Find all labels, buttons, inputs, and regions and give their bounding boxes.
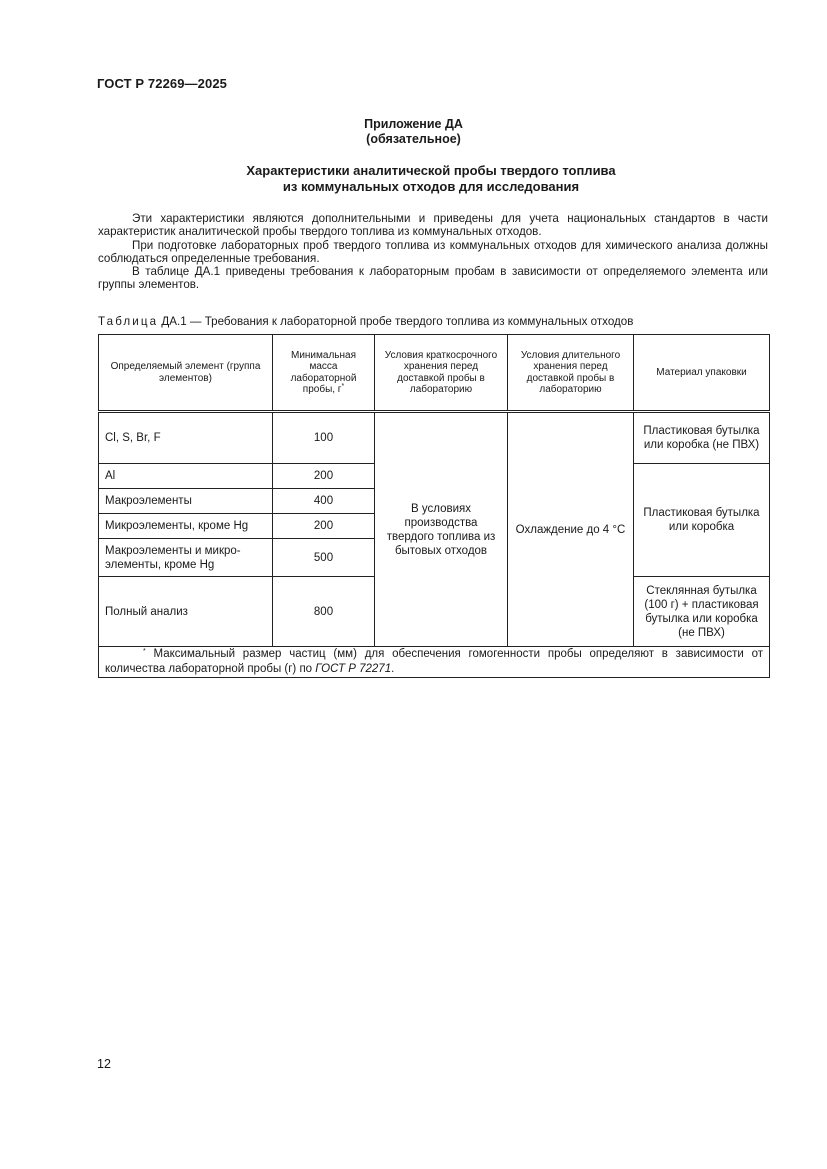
- footnote-text: Максимальный размер частиц (мм) для обеспечения гомогенности пробы определяют в зависимости от количества лабораторной пробы (г) по: [105, 648, 763, 675]
- cell-mass: 200: [273, 464, 375, 489]
- cell-element: Микроэлементы, кроме Hg: [99, 514, 273, 539]
- cell-element: Полный анализ: [99, 577, 273, 647]
- annex-heading: [0, 117, 827, 147]
- cell-mass: 400: [273, 489, 375, 514]
- cell-mass: 500: [273, 539, 375, 577]
- annex-main-title: [0, 163, 827, 195]
- header-mass: Минимальная масса лабораторной пробы, г*: [273, 335, 375, 412]
- cell-long-storage: Охлаждение до 4 °С: [508, 412, 634, 647]
- cell-element: Al: [99, 464, 273, 489]
- document-code: ГОСТ Р 72269—2025: [97, 76, 227, 91]
- main-title-line-1: Характеристики аналитической пробы твердого топлива: [246, 163, 616, 178]
- main-title-line-2: из коммунальных отходов для исследования: [282, 179, 580, 194]
- table-caption: [98, 315, 633, 328]
- cell-packaging: Пластиковая бутылка или коробка: [634, 464, 770, 577]
- cell-short-storage: В условиях производства твердого топлива из бытовых отходов: [375, 412, 508, 647]
- table-footnote: [99, 647, 770, 678]
- cell-element: Cl, S, Br, F: [99, 412, 273, 464]
- header-packaging: Материал упаковки: [634, 335, 770, 412]
- table-caption-text: ДА.1 — Требования к лабораторной пробе твердого топлива из коммунальных отходов: [161, 315, 634, 328]
- cell-packaging: Пластиковая бутылка или коробка (не ПВХ): [634, 412, 770, 464]
- cell-mass: 100: [273, 412, 375, 464]
- paragraph: При подготовке лабораторных проб твердого топлива из коммунальных отходов для химического анализа должны соблюдаться определенные требования.: [98, 238, 768, 265]
- footnote-reference: ГОСТ Р 72271: [315, 663, 392, 675]
- annex-title: Приложение ДА: [364, 117, 463, 131]
- cell-mass: 200: [273, 514, 375, 539]
- footnote-mark: *: [341, 383, 345, 390]
- cell-packaging: Стеклянная бутылка (100 г) + пластиковая бутылка или коробка (не ПВХ): [634, 577, 770, 647]
- requirements-table: [98, 334, 770, 678]
- footnote-end: .: [391, 663, 395, 675]
- cell-element: Макроэлементы и микро-элементы, кроме Hg: [99, 539, 273, 577]
- page-number: 12: [97, 1057, 111, 1071]
- cell-element: Макроэлементы: [99, 489, 273, 514]
- footnote-mark: *: [143, 648, 146, 655]
- paragraph: В таблице ДА.1 приведены требования к лабораторным пробам в зависимости от определяемого элемента или группы элементов.: [98, 265, 768, 292]
- header-element: Определяемый элемент (группа элементов): [99, 335, 273, 412]
- body-text: [98, 212, 768, 292]
- table-caption-label: Таблица: [98, 315, 159, 328]
- header-short-storage: Условия краткосрочного хранения перед доставкой пробы в лабораторию: [375, 335, 508, 412]
- header-long-storage: Условия длительного хранения перед доставкой пробы в лабораторию: [508, 335, 634, 412]
- table-row: [99, 412, 770, 464]
- annex-status: (обязательное): [366, 132, 461, 146]
- cell-mass: 800: [273, 577, 375, 647]
- table-header-row: [99, 335, 770, 412]
- table-footnote-row: [99, 647, 770, 678]
- paragraph: Эти характеристики являются дополнительными и приведены для учета национальных стандартов в части характеристик аналитической пробы твердого топлива из коммунальных отходов.: [98, 212, 768, 239]
